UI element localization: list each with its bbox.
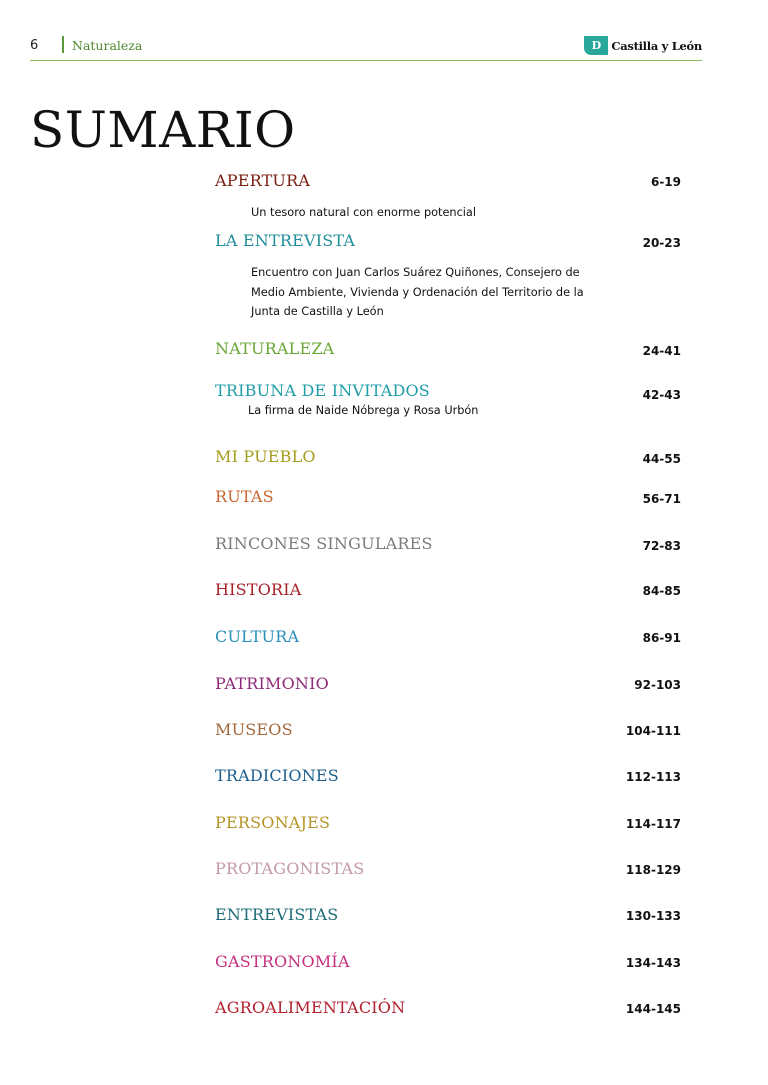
toc-title: APERTURA xyxy=(215,171,311,190)
toc-pages: 20-23 xyxy=(642,236,681,250)
toc-title: MI PUEBLO xyxy=(215,447,316,466)
toc-title: GASTRONOMÍA xyxy=(215,952,350,971)
toc-pages: 92-103 xyxy=(634,678,681,692)
toc-title: LA ENTREVISTA xyxy=(215,231,356,250)
toc-item-la-entrevista xyxy=(215,231,681,318)
toc-item-tribuna-de-invitados xyxy=(215,381,681,417)
toc-title: PROTAGONISTAS xyxy=(215,859,365,878)
toc-item-agroalimentacion xyxy=(215,998,681,1018)
toc-title: RINCONES SINGULARES xyxy=(215,534,433,553)
toc-pages: 56-71 xyxy=(642,492,681,506)
toc-title: MUSEOS xyxy=(215,720,293,739)
toc-pages: 134-143 xyxy=(625,956,681,970)
page-title: SUMARIO xyxy=(30,101,296,159)
toc-pages: 86-91 xyxy=(642,631,681,645)
toc-pages: 144-145 xyxy=(625,1002,681,1016)
toc-pages: 6-19 xyxy=(650,175,681,189)
toc-description: Un tesoro natural con enorme potencial xyxy=(251,206,476,219)
toc-pages: 112-113 xyxy=(625,770,681,784)
toc-item-protagonistas xyxy=(215,859,681,879)
toc-pages: 84-85 xyxy=(642,584,681,598)
toc-item-rincones-singulares xyxy=(215,534,681,554)
toc-item-mi-pueblo xyxy=(215,447,681,467)
toc-title: ENTREVISTAS xyxy=(215,905,339,924)
toc-title: NATURALEZA xyxy=(215,339,335,358)
toc-item-historia xyxy=(215,580,681,600)
toc-description: Encuentro con Juan Carlos Suárez Quiñones, Consejero de Medio Ambiente, Vivienda y Ordenación del Territorio de la Junta de Castilla y León xyxy=(251,266,584,318)
section-name: Naturaleza xyxy=(72,38,143,53)
page-header xyxy=(30,34,702,61)
logo-badge-icon: D xyxy=(584,36,608,55)
toc-item-personajes xyxy=(215,813,681,833)
toc-pages: 44-55 xyxy=(642,452,681,466)
toc-item-rutas xyxy=(215,487,681,507)
page-number: 6 xyxy=(30,38,39,53)
toc-pages: 42-43 xyxy=(642,388,681,402)
toc-item-museos xyxy=(215,720,681,740)
toc-item-cultura xyxy=(215,627,681,647)
toc-title: PERSONAJES xyxy=(215,813,331,832)
toc-item-naturaleza xyxy=(215,339,681,359)
toc-title: CULTURA xyxy=(215,627,300,646)
logo-text: Castilla y León xyxy=(611,38,702,53)
toc-title: PATRIMONIO xyxy=(215,674,329,693)
toc-item-patrimonio xyxy=(215,674,681,694)
toc-item-tradiciones xyxy=(215,766,681,786)
castilla-y-leon-logo xyxy=(584,36,702,55)
toc-title: HISTORIA xyxy=(215,580,302,599)
toc-pages: 114-117 xyxy=(625,817,681,831)
toc-pages: 118-129 xyxy=(625,863,681,877)
toc-description: La firma de Naide Nóbrega y Rosa Urbón xyxy=(248,404,479,417)
toc-title: RUTAS xyxy=(215,487,274,506)
toc-title: TRIBUNA DE INVITADOS xyxy=(215,381,430,400)
toc-pages: 130-133 xyxy=(625,909,681,923)
toc-item-gastronomia xyxy=(215,952,681,972)
toc-item-apertura xyxy=(215,171,681,219)
toc-pages: 72-83 xyxy=(642,539,681,553)
toc-pages: 104-111 xyxy=(625,724,681,738)
header-divider xyxy=(62,36,64,53)
toc-title: TRADICIONES xyxy=(215,766,339,785)
toc-title: AGROALIMENTACIÓN xyxy=(215,998,406,1017)
toc-pages: 24-41 xyxy=(642,344,681,358)
toc-item-entrevistas xyxy=(215,905,681,925)
